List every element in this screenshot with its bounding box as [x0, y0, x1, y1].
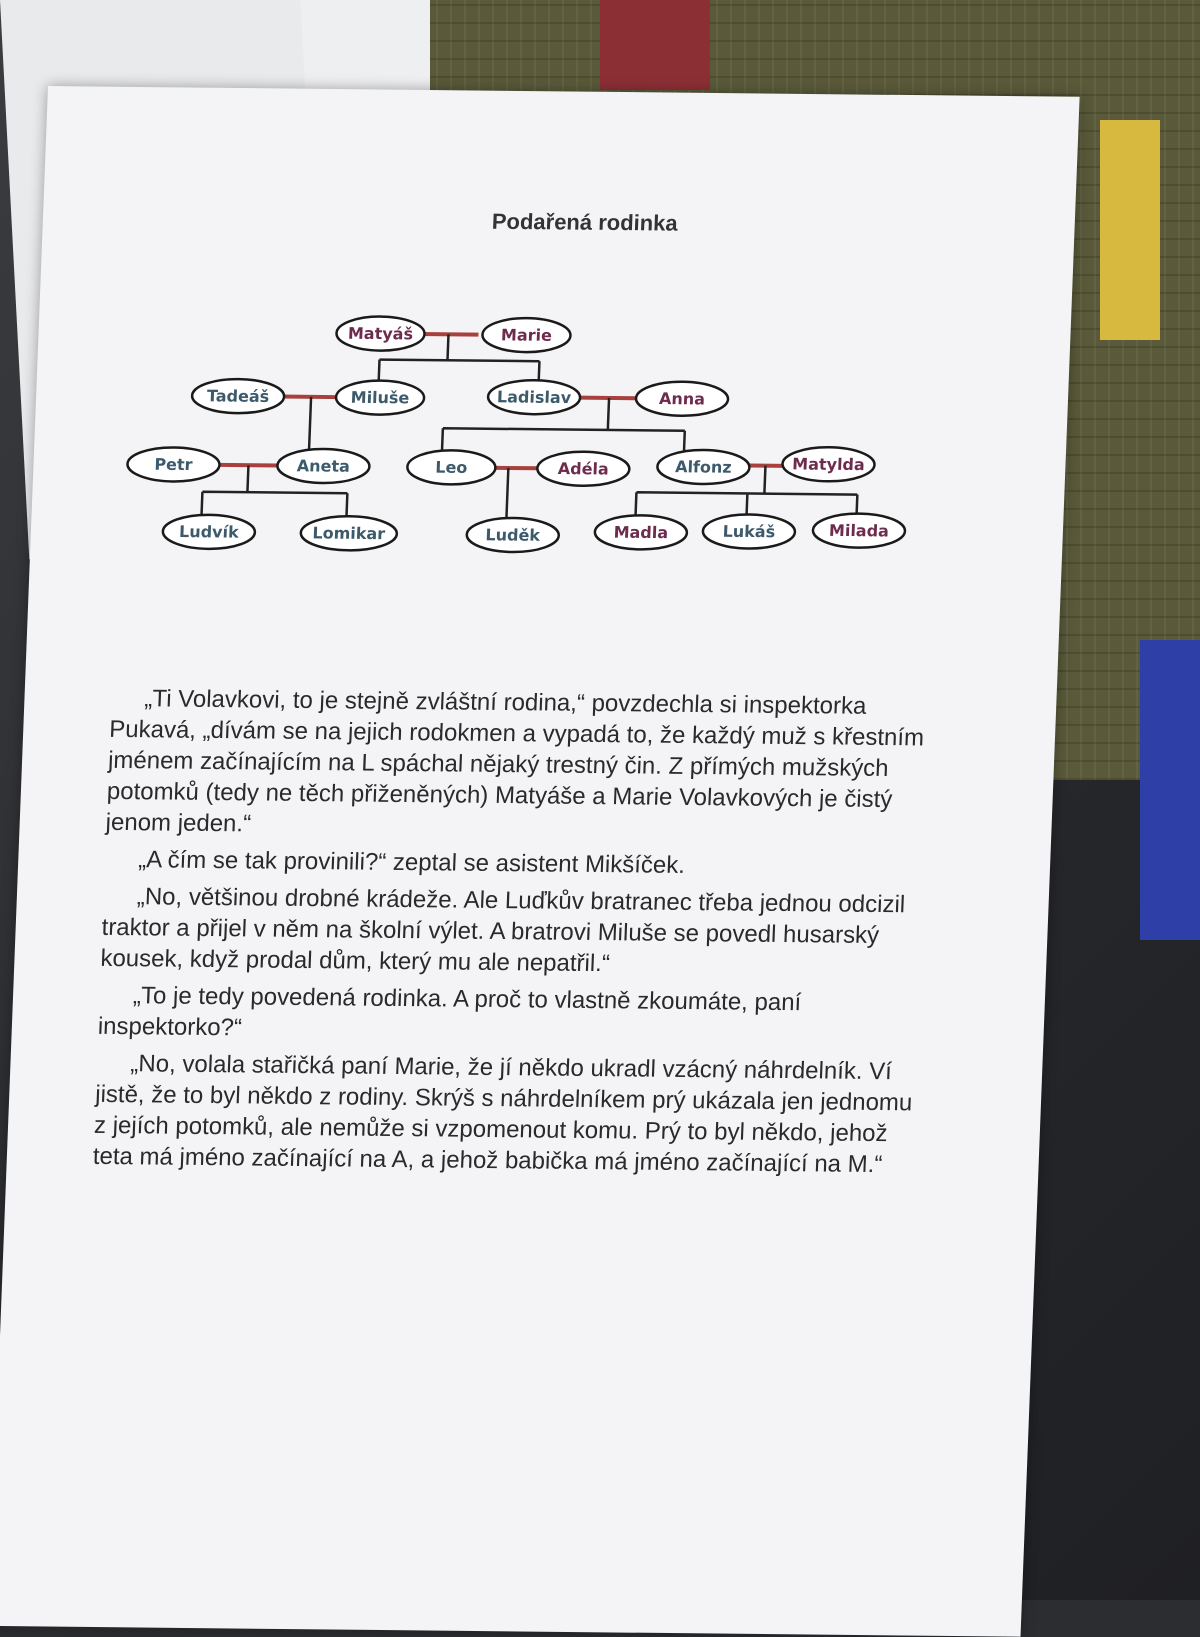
motherboard-red-slot — [600, 0, 710, 90]
person-name: Luděk — [485, 525, 541, 545]
person-name: Lomikar — [312, 523, 385, 543]
person-node-anna — [635, 381, 728, 416]
person-node-ludvik — [162, 514, 255, 549]
person-name: Petr — [154, 455, 193, 474]
person-name: Ludvík — [179, 522, 240, 542]
person-name: Aneta — [297, 456, 351, 476]
family-tree-diagram — [119, 309, 919, 577]
document-title: Podařená rodinka — [434, 208, 735, 237]
person-node-matylda — [782, 447, 875, 482]
descent-link-leo-adela — [506, 468, 508, 519]
person-name: Milada — [829, 521, 890, 541]
person-node-tadeas — [191, 379, 284, 414]
person-name: Tadeáš — [207, 386, 270, 406]
person-name: Madla — [613, 523, 668, 543]
person-node-ladislav — [487, 380, 580, 415]
descent-link-tadeas-miluse — [309, 397, 311, 451]
person-node-marie — [482, 318, 571, 353]
person-name: Matylda — [792, 454, 865, 474]
person-name: Miluše — [350, 388, 410, 408]
person-name: Alfonz — [675, 457, 732, 477]
person-node-lomikar — [300, 516, 397, 551]
motherboard-blue-slot — [1140, 640, 1200, 940]
person-node-petr — [127, 447, 220, 482]
person-name: Ladislav — [497, 387, 572, 407]
story-paragraph-2: „A čím se tak provinili?“ zeptal se asistent Mikšíček. — [104, 844, 935, 884]
person-node-aneta — [277, 449, 370, 484]
person-node-adela — [537, 451, 630, 486]
person-name: Lukáš — [722, 522, 775, 542]
person-name: Marie — [501, 325, 553, 345]
story-paragraph-1: „Ti Volavkovi, to je stejně zvláštní rodina,“ povzdechla si inspektorka Pukavá, „dívám se na jejich rodokmen a vypadá to, že každý muž s křestním jménem začínajícím na L spáchal nějaký trestný čin. Z přímých mužských potomků (tedy ne těch přiženěných) Matyáše a Marie Volavkových je čistý jenom jeden.“ — [105, 683, 941, 847]
person-node-leo — [407, 450, 496, 485]
person-name: Adéla — [557, 459, 609, 479]
person-name: Anna — [659, 389, 706, 408]
paper-sheet — [0, 86, 1080, 1637]
person-node-ludek — [466, 518, 559, 553]
person-name: Leo — [435, 458, 468, 477]
person-node-alfonz — [657, 450, 750, 485]
person-node-matyas — [336, 316, 425, 351]
story-paragraph-3: „No, většinou drobné krádeže. Ale Luďkův bratranec třeba jednou odcizil traktor a přijel v něm na školní výlet. A bratrovi Miluše se povedl husarský kousek, když prodal dům, který mu ale nepatřil.“ — [100, 881, 933, 983]
story-text — [92, 683, 941, 1187]
story-paragraph-4: „To je tedy povedená rodinka. A proč to vlastně zkoumáte, paní inspektorko?“ — [97, 980, 929, 1051]
story-paragraph-5: „No, volala stařičká paní Marie, že jí někdo ukradl vzácný náhrdelník. Ví jistě, že to byl někdo z rodiny. Skrýš s náhrdelníkem prý ukázala jen jednomu z jejích potomků, ale nemůže si vzpomenout komu. Prý to byl někdo, jehož teta má jméno začínající na A, a jehož babička má jméno začínající na M.“ — [92, 1048, 926, 1181]
person-node-lukas — [702, 514, 795, 549]
person-name: Matyáš — [348, 324, 414, 344]
motherboard-yellow-slot — [1100, 120, 1160, 340]
person-node-madla — [594, 515, 687, 550]
person-node-miluse — [335, 380, 424, 415]
person-node-milada — [812, 513, 905, 548]
